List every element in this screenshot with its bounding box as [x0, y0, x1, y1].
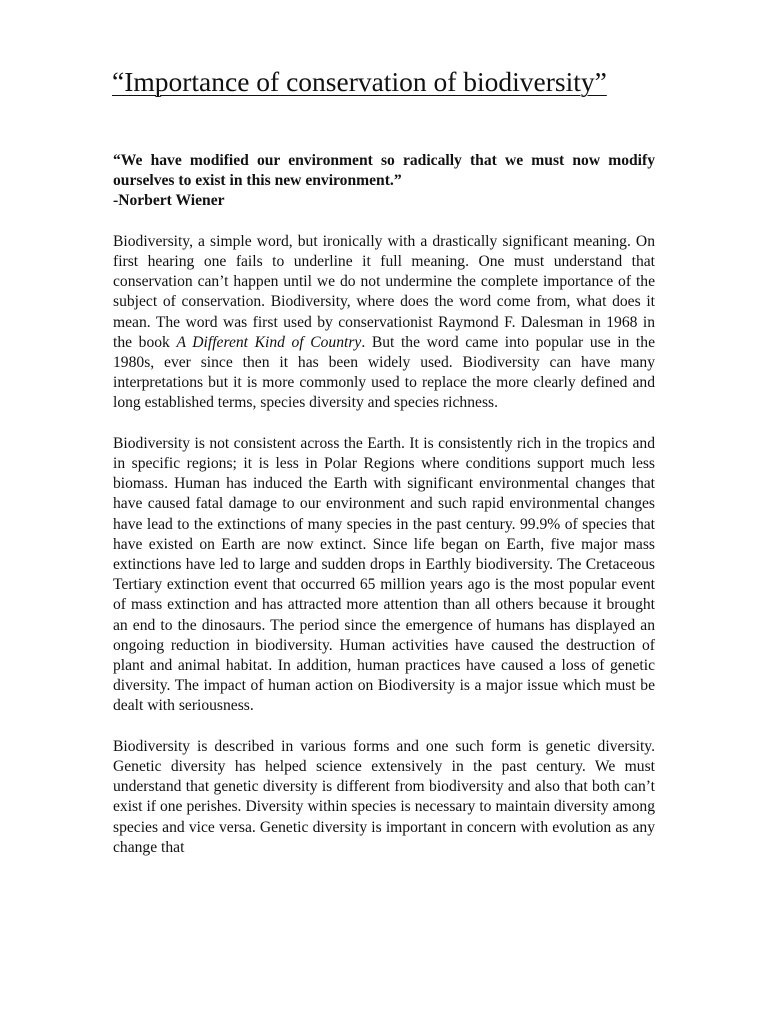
paragraph-1-part-2: . But the word came into popular use in the 1980s, ever since then it has been widely used. Biodiversity can have many interpretations but it is more commonly used to replace the more clearly defined and long established terms, species diversity and species richness. — [113, 333, 655, 412]
paragraph-biodiversity-definition — [113, 232, 655, 414]
paragraph-1-part-1: Biodiversity, a simple word, but ironically with a drastically significant meaning. On first hearing one fails to underline it full meaning. One must understand that conservation can’t happen until we do not undermine the complete importance of the subject of conservation. Biodiversity, where does the word come from, what does it mean. The word was first used by conservationist Raymond F. Dalesman in 1968 in the book — [113, 232, 655, 351]
document-body — [113, 151, 655, 878]
quote-attribution: -Norbert Wiener — [113, 192, 225, 210]
book-title: A Different Kind of Country — [176, 333, 362, 351]
paragraph-biodiversity-distribution: Biodiversity is not consistent across the Earth. It is consistently rich in the tropics and in specific regions; it is less in Polar Regions where conditions support much less biomass. Human has induced the Earth with significant environmental changes that have caused fatal damage to our environment and such rapid environmental changes have lead to the extinctions of many species in the past century. 99.9% of species that have existed on Earth are now extinct. Since life began on Earth, five major mass extinctions have led to large and sudden drops in Earthly biodiversity. The Cretaceous Tertiary extinction event that occurred 65 million years ago is the most popular event of mass extinction and has attracted more attention than all others because it brought an end to the dinosaurs. The period since the emergence of humans has displayed an ongoing reduction in biodiversity. Human activities have caused the destruction of plant and animal habitat. In addition, human practices have caused a loss of genetic diversity. The impact of human action on Biodiversity is a major issue which must be dealt with seriousness. — [113, 434, 655, 715]
quote-text: “We have modified our environment so radically that we must now modify ourselves to exist in this new environment.” — [113, 152, 655, 190]
paragraph-genetic-diversity: Biodiversity is described in various forms and one such form is genetic diversity. Genetic diversity has helped science extensively in the past century. We must understand that genetic diversity is different from biodiversity and also that both can’t exist if one perishes. Diversity within species is necessary to maintain diversity among species and vice versa. Genetic diversity is important in concern with evolution as any change that — [113, 737, 655, 856]
document-title: “Importance of conservation of biodiversity” — [112, 66, 607, 97]
epigraph-quote — [113, 151, 655, 212]
